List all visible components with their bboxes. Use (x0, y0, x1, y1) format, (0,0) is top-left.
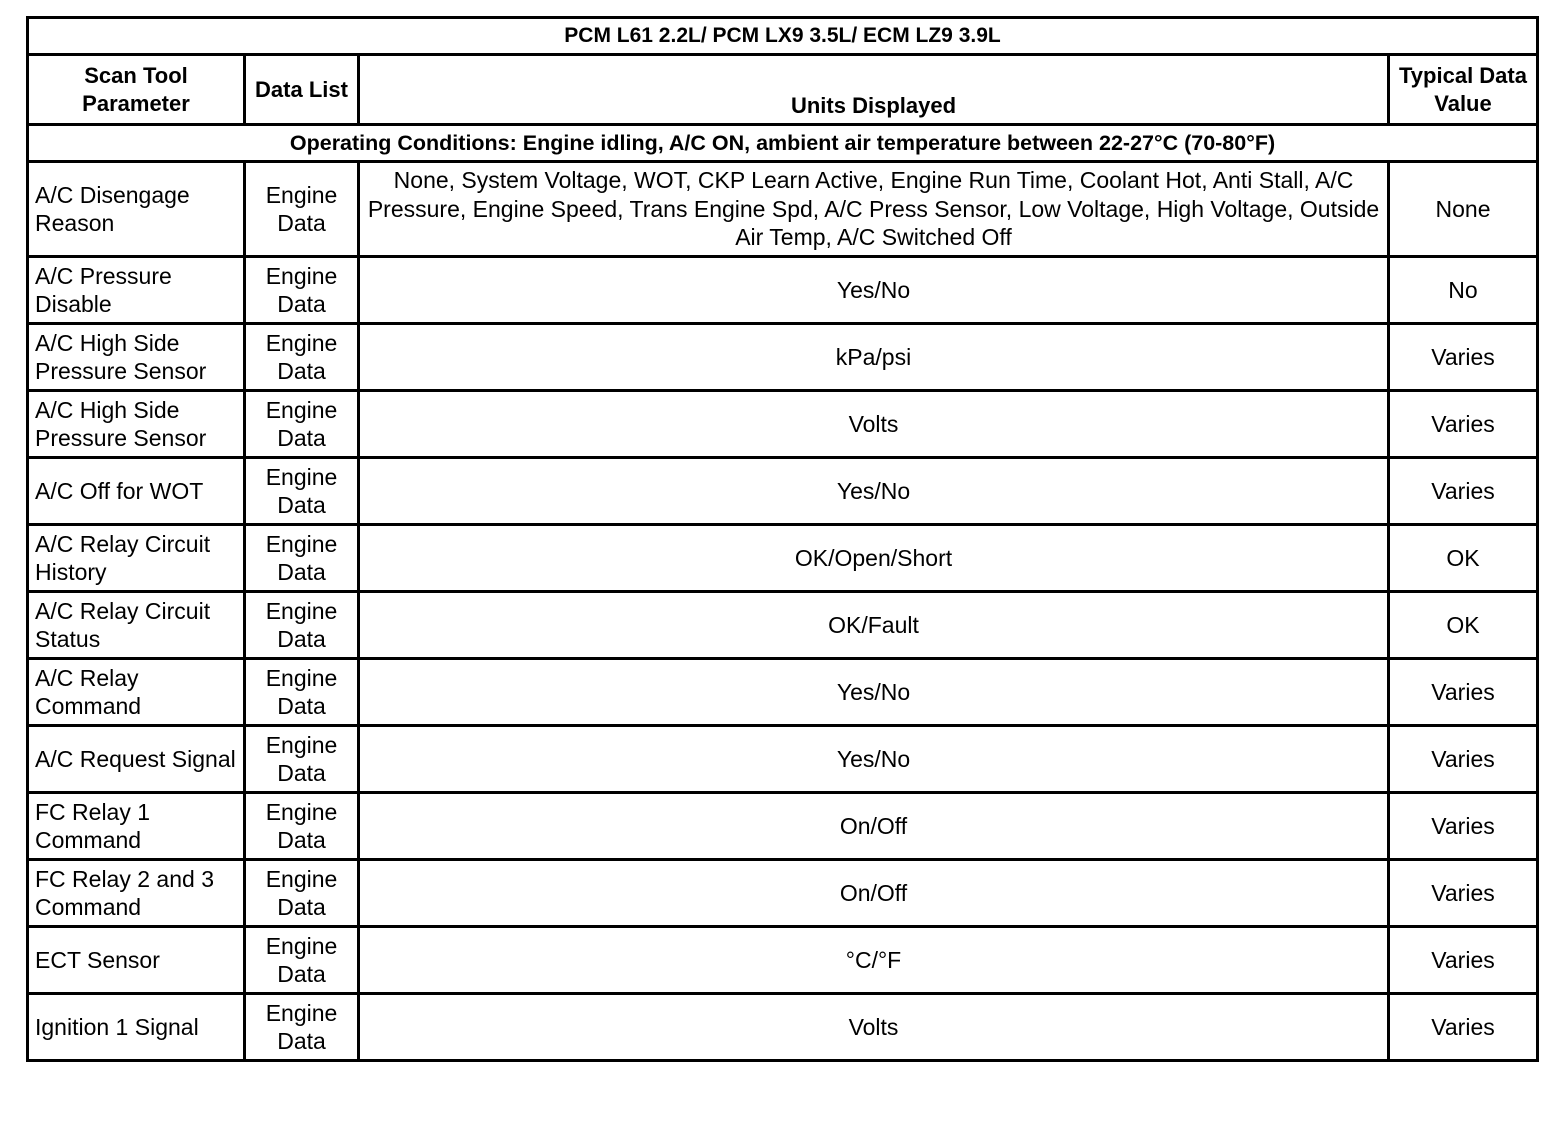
parameter-cell: A/C Off for WOT (28, 458, 245, 525)
parameter-cell: A/C Relay Circuit History (28, 525, 245, 592)
units-cell: Volts (359, 994, 1389, 1061)
parameter-cell: A/C High Side Pressure Sensor (28, 391, 245, 458)
data-list-cell: Engine Data (245, 592, 359, 659)
table-title-row (28, 18, 1538, 55)
typical-value-cell: OK (1389, 592, 1538, 659)
typical-value-cell: OK (1389, 525, 1538, 592)
table-row (28, 257, 1538, 324)
header-scan-tool-parameter: Scan Tool Parameter (28, 55, 245, 125)
table-row (28, 592, 1538, 659)
typical-value-cell: Varies (1389, 726, 1538, 793)
units-cell: Volts (359, 391, 1389, 458)
table-row (28, 927, 1538, 994)
header-data-list: Data List (245, 55, 359, 125)
units-cell: Yes/No (359, 458, 1389, 525)
typical-value-cell: Varies (1389, 793, 1538, 860)
parameter-cell: A/C High Side Pressure Sensor (28, 324, 245, 391)
header-row (28, 55, 1538, 125)
data-list-cell: Engine Data (245, 525, 359, 592)
table-row (28, 162, 1538, 257)
parameter-cell: A/C Relay Circuit Status (28, 592, 245, 659)
scan-tool-data-table (26, 16, 1539, 1062)
parameter-cell: ECT Sensor (28, 927, 245, 994)
data-list-cell: Engine Data (245, 458, 359, 525)
table-row (28, 458, 1538, 525)
table-row (28, 860, 1538, 927)
parameter-cell: A/C Pressure Disable (28, 257, 245, 324)
header-units-displayed: Units Displayed (359, 55, 1389, 125)
parameter-cell: FC Relay 1 Command (28, 793, 245, 860)
units-cell: Yes/No (359, 659, 1389, 726)
units-cell: OK/Fault (359, 592, 1389, 659)
parameter-cell: Ignition 1 Signal (28, 994, 245, 1061)
typical-value-cell: Varies (1389, 391, 1538, 458)
data-list-cell: Engine Data (245, 994, 359, 1061)
table-row (28, 324, 1538, 391)
data-list-cell: Engine Data (245, 927, 359, 994)
typical-value-cell: None (1389, 162, 1538, 257)
parameter-cell: A/C Disengage Reason (28, 162, 245, 257)
typical-value-cell: Varies (1389, 994, 1538, 1061)
table-row (28, 525, 1538, 592)
typical-value-cell: Varies (1389, 324, 1538, 391)
typical-value-cell: No (1389, 257, 1538, 324)
typical-value-cell: Varies (1389, 860, 1538, 927)
units-cell: On/Off (359, 860, 1389, 927)
typical-value-cell: Varies (1389, 659, 1538, 726)
parameter-cell: A/C Request Signal (28, 726, 245, 793)
table-row (28, 793, 1538, 860)
table-row (28, 659, 1538, 726)
units-cell: OK/Open/Short (359, 525, 1389, 592)
parameter-cell: FC Relay 2 and 3 Command (28, 860, 245, 927)
units-cell: None, System Voltage, WOT, CKP Learn Active, Engine Run Time, Coolant Hot, Anti Stall, A/C Pressure, Engine Speed, Trans Engine Spd, A/C Press Sensor, Low Voltage, High Voltage, Outside Air Temp, A/C Switched Off (359, 162, 1389, 257)
table-row (28, 726, 1538, 793)
header-typical-data-value: Typical Data Value (1389, 55, 1538, 125)
data-list-cell: Engine Data (245, 659, 359, 726)
typical-value-cell: Varies (1389, 927, 1538, 994)
parameter-cell: A/C Relay Command (28, 659, 245, 726)
data-list-cell: Engine Data (245, 726, 359, 793)
units-cell: Yes/No (359, 257, 1389, 324)
data-list-cell: Engine Data (245, 391, 359, 458)
units-cell: °C/°F (359, 927, 1389, 994)
data-list-cell: Engine Data (245, 793, 359, 860)
operating-conditions: Operating Conditions: Engine idling, A/C ON, ambient air temperature between 22-27°C (70-80°F) (28, 125, 1538, 162)
units-cell: kPa/psi (359, 324, 1389, 391)
data-list-cell: Engine Data (245, 324, 359, 391)
units-cell: Yes/No (359, 726, 1389, 793)
table-row (28, 391, 1538, 458)
data-list-cell: Engine Data (245, 257, 359, 324)
data-list-cell: Engine Data (245, 162, 359, 257)
units-cell: On/Off (359, 793, 1389, 860)
data-list-cell: Engine Data (245, 860, 359, 927)
table-title: PCM L61 2.2L/ PCM LX9 3.5L/ ECM LZ9 3.9L (28, 18, 1538, 55)
typical-value-cell: Varies (1389, 458, 1538, 525)
table-row (28, 994, 1538, 1061)
operating-conditions-row (28, 125, 1538, 162)
